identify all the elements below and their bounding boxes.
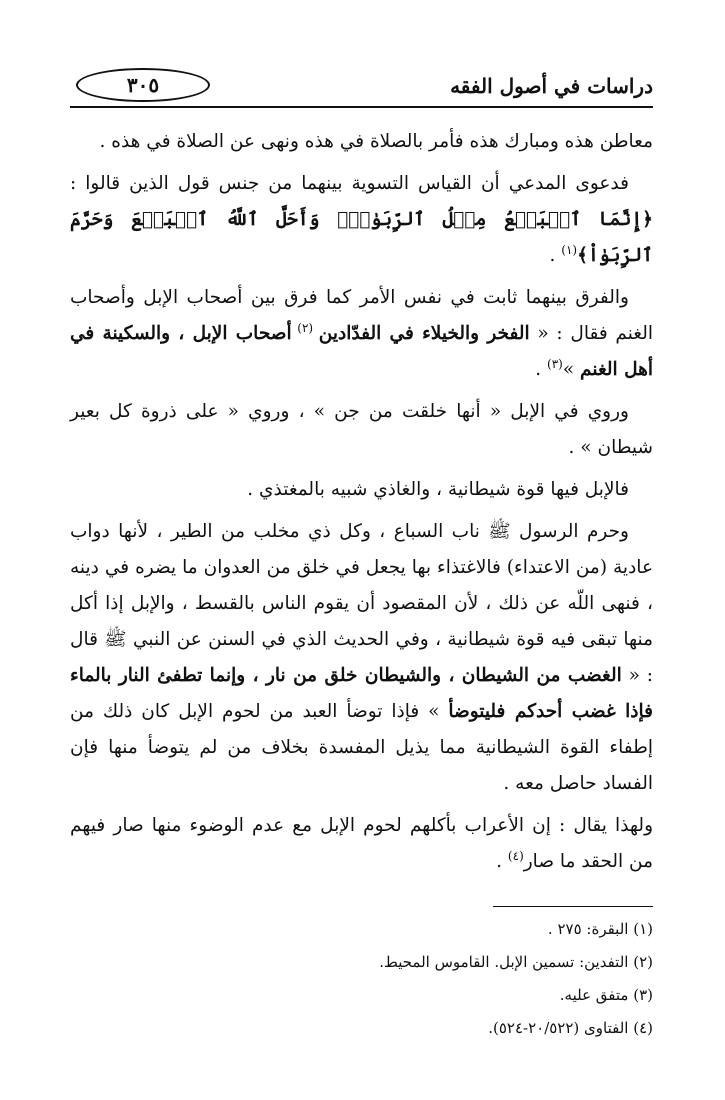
paragraph-text: . [549, 245, 562, 266]
paragraph [70, 808, 653, 880]
footnote-ref: (١) [561, 242, 578, 257]
paragraph-text: . [496, 851, 508, 872]
paragraph-text: » [562, 359, 581, 380]
footnote-item: (٢) التفدين: تسمين الإبل. القاموس المحيط. [379, 953, 653, 971]
hadith-quote: أصحاب الإبل ، والسكينة في أهل الغنم [70, 323, 653, 380]
page-number: ٣٠٥ [76, 68, 210, 102]
quran-verse: ﴿إِنَّمَا ٱلۡبَيۡعُ مِثۡلُ ٱلرِّبَوٰاْۗ وَأَحَلَّ ٱللَّهُ ٱلۡبَيۡعَ وَحَرَّمَ ٱلرِّبَوٰاْ﴾ [70, 209, 653, 266]
paragraph-text: وحرم الرسول ﷺ ناب السباع ، وكل ذي مخلب من الطير ، لأنها دواب عادية (من الاعتداء) فالاغتذاء بها يجعل في خلق من العدوان ما يضره في دينه ، فنهى اللّه عن ذلك ، لأن المقصود أن يقوم الناس بالقسط ، والإبل إذا أكل منها تبقى فيه قوة شيطانية ، وفي الحديث الذي في السنن عن النبي ﷺ قال : « [70, 521, 653, 686]
paragraph-text: معاطن هذه ومبارك هذه فأمر بالصلاة في هذه ونهى عن الصلاة في هذه . [99, 131, 653, 152]
body-text [70, 124, 653, 886]
hadith-quote: الغضب من الشيطان ، والشيطان خلق من نار ، وإنما تطفئ النار بالماء فإذا غضب أحدكم فليتوضأ [70, 665, 653, 722]
paragraph-text: ولهذا يقال : إن الأعراب بأكلهم لحوم الإبل مع عدم الوضوء منها صار فيهم من الحقد ما صار [70, 815, 653, 872]
header-rule [70, 106, 653, 108]
hadith-quote: الفخر والخيلاء في الفدّادين [318, 323, 530, 344]
running-title: دراسات في أصول الفقه [450, 74, 653, 98]
footnote-item: (٤) الفتاوى (٢٠/٥٢٢-٥٢٤). [488, 1019, 653, 1037]
paragraph [70, 514, 653, 802]
paragraph [70, 280, 653, 388]
paragraph-text: » فإذا توضأ العبد من لحوم الإبل كان ذلك من إطفاء القوة الشيطانية مما يذيل المفسدة بخلاف من لم يتوضأ منها فإن الفساد حاصل معه . [70, 701, 653, 794]
paragraph-text: والفرق بينهما ثابت في نفس الأمر كما فرق بين أصحاب الإبل وأصحاب الغنم فقال : « [70, 287, 653, 344]
footnotes [70, 906, 653, 1045]
paragraph-text: وروي في الإبل « أنها خلقت من جن » ، وروي « على ذروة كل بعير شيطان » . [70, 401, 653, 458]
footnote-ref: (٤) [507, 848, 524, 863]
footnote-item: (٣) متفق عليه. [559, 986, 653, 1004]
paragraph [70, 472, 653, 508]
paragraph-text: فالإبل فيها قوة شيطانية ، والغاذي شبيه بالمغتذي . [247, 479, 629, 500]
paragraph [70, 394, 653, 466]
footnote-ref: (٣) [547, 356, 563, 371]
paragraph [70, 166, 653, 274]
paragraph [70, 124, 653, 160]
footnote-separator [493, 906, 653, 907]
footnote-ref: (٢) [291, 320, 319, 335]
paragraph-text: فدعوى المدعي أن القياس التسوية بينهما من جنس قول الذين قالوا : [70, 173, 629, 194]
page-header [70, 68, 653, 108]
paragraph-text: . [535, 359, 548, 380]
footnote-item: (١) البقرة: ٢٧٥ . [547, 920, 653, 938]
